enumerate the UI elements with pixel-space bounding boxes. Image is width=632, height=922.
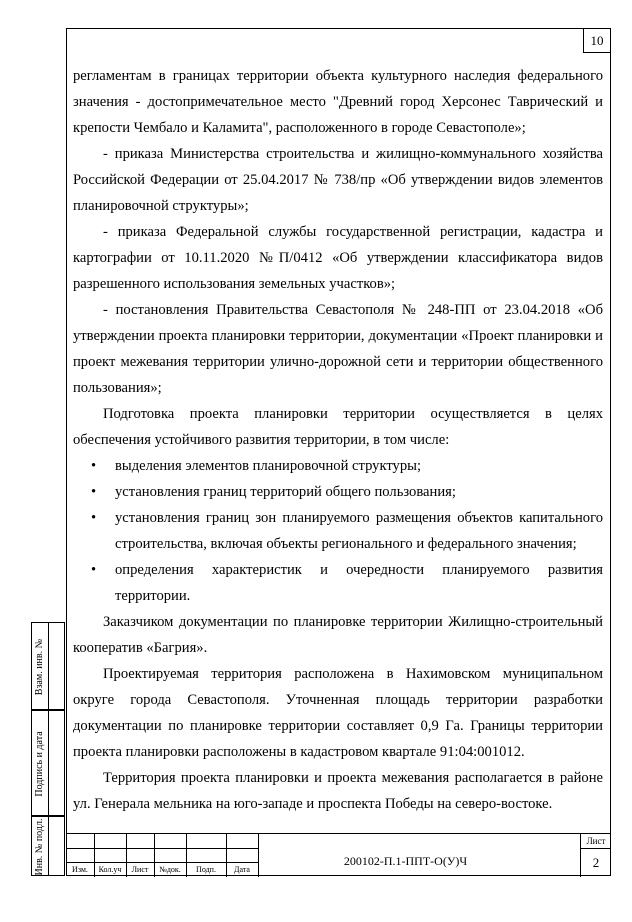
paragraph: - приказа Федеральной службы государственной регистрации, кадастра и картографии от 10.11.2020 №П/0412 «Об утверждении классификатора видов разрешенного использования земельных участков»;	[73, 224, 603, 292]
document-code-cell	[258, 834, 582, 877]
side-stamp-original-inv	[31, 816, 65, 876]
sheet-number: 2	[592, 855, 600, 870]
paragraph: - постановления Правительства Севастополя № 248-ПП от 23.04.2018 «Об утверждении проекта планировки территории, документации «Проект планировки и проект межевания территории улично-дорожной сети и территории общественного пользования»;	[73, 302, 603, 396]
paragraph: Территория проекта планировки и проекта межевания располагается в районе ул. Генерала мельника на юго-западе и проспекта Победы на северо-востоке.	[73, 770, 603, 812]
paragraph: - приказа Министерства строительства и жилищно-коммунального хозяйства Российской Федерации от 25.04.2017 № 738/пр «Об утверждении видов элементов планировочной структуры»;	[73, 146, 603, 214]
paragraph: Подготовка проекта планировки территории осуществляется в целях обеспечения устойчивого развития территории, в том числе:	[73, 406, 603, 448]
stamp-label-original-inv: Инв. № подл.	[34, 818, 45, 876]
stamp-label-column	[32, 817, 49, 875]
sheet-label: Лист	[581, 834, 611, 849]
list-item: • определения характеристик и очередности планируемого развития территории.	[115, 557, 603, 609]
header-count: Кол.уч	[98, 865, 122, 874]
header-change: Изм.	[72, 865, 88, 874]
paragraph: Проектируемая территория расположена в Нахимовском муниципальном округе города Севастополя. Уточненная площадь территории разработки документации по планировке территории составляет 0,9 Га. Границы территории проекта планировки расположены в кадастровом квартале 91:04:001012.	[73, 666, 603, 760]
header-signature: Подп.	[196, 865, 216, 874]
list-item: • установления границ территорий общего пользования;	[115, 479, 603, 505]
bullet-list	[73, 453, 603, 609]
stamp-label-replacement-inv: Взам. инв. №	[34, 638, 45, 696]
page-number-box: 10	[583, 29, 610, 53]
list-item: • установления границ зон планируемого размещения объектов капитального строительства, включая объекты регионального и федерального значения;	[115, 505, 603, 557]
sheet-cell	[580, 834, 611, 877]
revision-table	[66, 834, 258, 877]
header-date: Дата	[234, 865, 250, 874]
header-doc-number: №док.	[159, 865, 181, 874]
paragraph: Заказчиком документации по планировке территории Жилищно-строительный кооператив «Багрия».	[73, 614, 603, 656]
list-item: • выделения элементов планировочной структуры;	[115, 453, 603, 479]
document-code: 200102-П.1-ППТ-О(У)Ч	[343, 854, 468, 868]
title-block	[66, 833, 611, 877]
document-body	[73, 63, 603, 817]
paragraph: регламентам в границах территории объекта культурного наследия федерального значения - достопримечательное место "Древний город Херсонес Таврический и крепости Чембало и Каламита", расположенного в городе Севастополе»;	[73, 68, 603, 136]
stamp-label-signature-date: Подпись и дата	[34, 731, 45, 797]
page-frame	[66, 28, 611, 876]
header-sheet: Лист	[131, 865, 149, 874]
